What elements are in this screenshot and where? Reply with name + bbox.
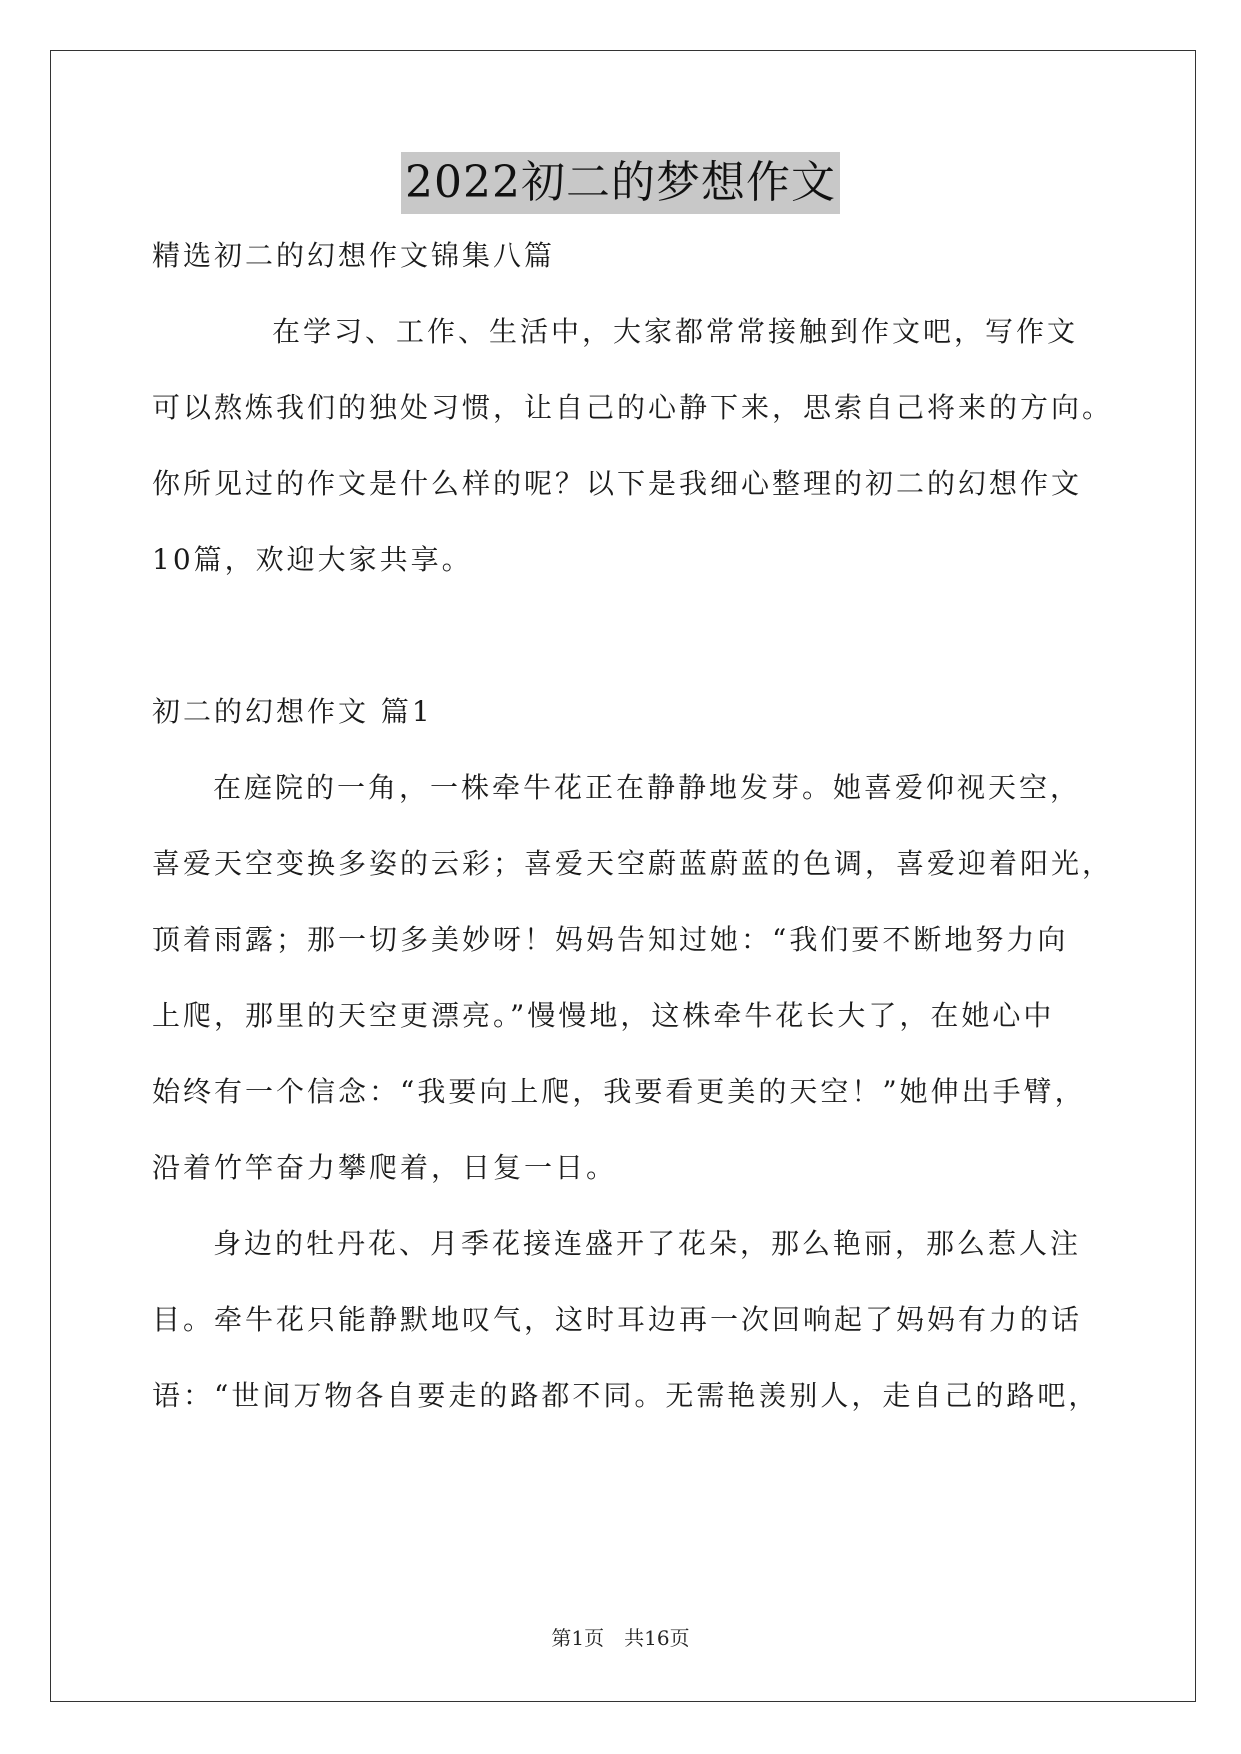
paragraph-line: 顶着雨露；那一切多美妙呀！妈妈告知过她：“我们要不断地努力向: [152, 923, 1069, 956]
document-title: 2022初二的梦想作文: [401, 152, 840, 214]
section-heading: 初二的幻想作文 篇1: [152, 695, 433, 728]
paragraph-line: 你所见过的作文是什么样的呢？以下是我细心整理的初二的幻想作文: [152, 467, 1083, 500]
page-footer: 第1页 共16页: [551, 1626, 690, 1650]
paragraph-line: 在庭院的一角，一株牵牛花正在静静地发芽。她喜爱仰视天空，: [213, 771, 1082, 804]
paragraph-line: 语：“世间万物各自要走的路都不同。无需艳羡别人，走自己的路吧，: [152, 1379, 1100, 1412]
title-container: [0, 152, 1241, 214]
paragraph-line: 始终有一个信念：“我要向上爬，我要看更美的天空！”她伸出手臂，: [152, 1075, 1086, 1108]
subtitle-line: 精选初二的幻想作文锦集八篇: [152, 239, 556, 272]
paragraph-line: 喜爱天空变换多姿的云彩；喜爱天空蔚蓝蔚蓝的色调，喜爱迎着阳光，: [152, 847, 1114, 880]
paragraph-line: 10篇，欢迎大家共享。: [152, 543, 473, 576]
paragraph-line: 在学习、工作、生活中，大家都常常接触到作文吧，写作文: [272, 315, 1079, 348]
paragraph-line: 可以熬炼我们的独处习惯，让自己的心静下来，思索自己将来的方向。: [152, 391, 1114, 424]
paragraph-line: 目。牵牛花只能静默地叹气，这时耳边再一次回响起了妈妈有力的话: [152, 1303, 1083, 1336]
paragraph-line: 身边的牡丹花、月季花接连盛开了花朵，那么艳丽，那么惹人注: [213, 1227, 1082, 1260]
paragraph-line: 上爬，那里的天空更漂亮。”慢慢地，这株牵牛花长大了，在她心中: [152, 999, 1055, 1032]
paragraph-line: 沿着竹竿奋力攀爬着，日复一日。: [152, 1151, 618, 1184]
